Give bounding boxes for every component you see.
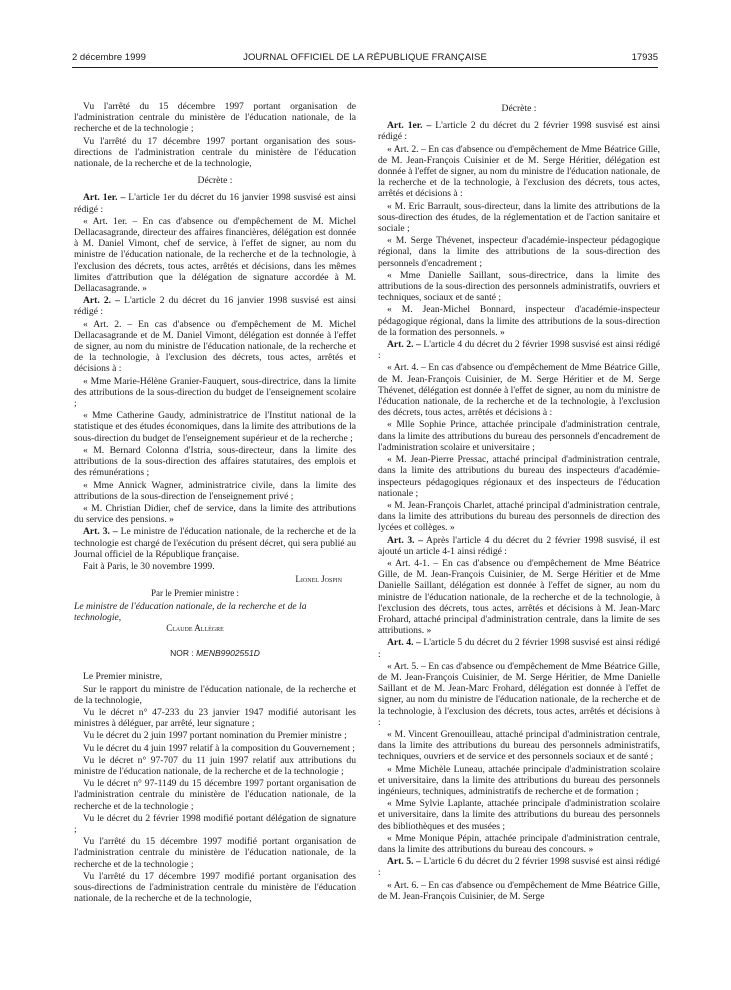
article-text: L'article 4 du décret du 2 février 1998 susvisé est ainsi rédigé : [378, 339, 660, 362]
visa-paragraph: Vu le décret du 4 juin 1997 relatif à la composition du Gouvernement ; [83, 742, 355, 754]
article-label: Art. 1er. – [83, 192, 126, 204]
delegation-item: « Mlle Sophie Prince, attachée principale d'administration centrale, dans la limite des attributions du bureau des personnels d'encadrement de l'administration scolaire et universitaire ; [378, 419, 660, 453]
article-5 [378, 856, 660, 878]
visa-paragraph: Vu le décret n° 97-707 du 11 juin 1997 relatif aux attributions du ministre de l'éducation nationale, de la recherche et de la technologie ; [74, 754, 356, 777]
prime-minister-signature: Lionel Jospin [295, 574, 342, 585]
article-4 [378, 637, 660, 659]
delegation-item: « Mme Marie-Hélène Granier-Fauquert, sous-directrice, dans la limite des attributions de la sous-direction du budget de l'enseignement scolaire ; [74, 375, 356, 410]
decrete-heading: Décrète : [197, 175, 233, 187]
delegation-item: « Mme Michèle Luneau, attachée principale d'administration scolaire et universitaire, dans la limite des attributions du bureau des personnels ingénieurs, techniques, administratifs de recherche et de formation ; [378, 763, 660, 797]
decrete-heading: Décrète : [501, 103, 537, 114]
delegation-item: « Mme Danielle Saillant, sous-directrice, dans la limite des attributions de la sous-direction des personnels administratifs, ouvriers et techniques, sociaux et de santé ; [378, 269, 660, 304]
article-quote: « Art. 4. – En cas d'absence ou d'empêchement de Mme Béatrice Gille, de M. Jean-François Cuisinier, de M. Serge Héritier et de M. Serge Thévenet, délégation est donnée à l'effet de signer, au nom du ministre de l'éducation nationale, de la recherche et de la technologie, à l'exclusion des décrets, tous actes, arrêtés et décisions à : [378, 362, 660, 419]
countersign-intro: Par le Premier ministre : [151, 588, 239, 599]
article-label: Art. 2. – [83, 295, 120, 307]
article-quote: « Art. 1er. – En cas d'absence ou d'empêchement de M. Michel Dellacasagrande, directeur des affaires financières, délégation est donnée à M. Daniel Vimont, chef de service, à l'effet de signer, au nom du ministre de l'éducation nationale, de la recherche et de la technologie, à l'exclusion des décrets, tous actes, arrêtés et décisions, dans les mêmes limites d'attribution que la délégation de signature accordée à M. Dellacasagrande. » [74, 215, 356, 295]
journal-title: JOURNAL OFFICIEL DE LA RÉPUBLIQUE FRANÇAISE [243, 52, 487, 63]
visa-paragraph: Sur le rapport du ministre de l'éducation nationale, de la recherche et de la technologie, [74, 683, 356, 706]
article-label: Art. 3. – [83, 526, 118, 538]
delegation-item: « M. Eric Barrault, sous-directeur, dans la limite des attributions de la sous-direction des études, de la réglementation et de l'action sanitaire et sociale ; [378, 200, 660, 235]
article-quote: « Art. 5. – En cas d'absence ou d'empêchement de Mme Béatrice Gille, de M. Jean-François Cuisinier, de M. Serge Héritier, de Mme Danielle Saillant et de M. Jean-Marc Frohard, délégation est donnée à l'effet de signer, au nom du ministre de l'éducation nationale, de la recherche et de la technologie, à l'exclusion des décrets, tous actes, arrêtés et décisions à : [378, 660, 660, 728]
page-header [72, 52, 658, 66]
article-label: Art. 1er. – [387, 120, 432, 132]
article-3 [74, 526, 356, 560]
nor-code: MENB9902551D [196, 648, 260, 659]
delegation-item: « M. Bernard Colonna d'Istria, sous-directeur, dans la limite des attributions de la sous-direction des affaires statutaires, des emplois et des rémunérations ; [74, 444, 356, 479]
minister-title: Le ministre de l'éducation nationale, de la recherche et de la technologie, [74, 600, 307, 623]
article-label: Art. 5. – [387, 856, 421, 868]
article-quote: « Art. 2. – En cas d'absence ou d'empêchement de Mme Béatrice Gille, de M. Jean-François Cuisinier et de M. Serge Héritier, délégation est donnée à l'effet de signer, au nom du ministre de l'éducation nationale, de la recherche et de la technologie, à l'exclusion des décrets, tous actes, arrêtés et décisions à : [378, 143, 660, 200]
article-1 [378, 120, 660, 142]
article-quote: « Art. 6. – En cas d'absence ou d'empêchement de Mme Béatrice Gille, de M. Jean-François Cuisinier, de M. Serge [378, 879, 660, 902]
article-text: L'article 1er du décret du 16 janvier 1998 susvisé est ainsi rédigé : [74, 192, 356, 215]
visa-paragraph: Vu l'arrêté du 15 décembre 1997 portant organisation de l'administration centrale du ministère de l'éducation nationale, de la recherche et de la technologie ; [74, 101, 356, 135]
article-quote: « Art. 4-1. – En cas d'absence ou d'empêchement de Mme Béatrice Gille, de M. Jean-François Cuisinier, de M. Serge Héritier et de Mme Danielle Saillant, délégation est donnée à l'effet de signer, au nom du ministre de l'éducation nationale, de la recherche et de la technologie, à l'exclusion des décrets, tous actes, arrêtés et décisions à M. Jean-Marc Frohard, attaché principal d'administration centrale, dans la limite de ses attributions. » [378, 557, 660, 637]
visa-paragraph: Vu l'arrêté du 17 décembre 1997 portant organisation des sous-directions de l'administration centrale du ministère de l'éducation nationale, de la recherche et de la technologie, [74, 135, 356, 170]
article-label: Art. 2. – [387, 339, 421, 351]
visa-paragraph: Vu l'arrêté du 15 décembre 1997 modifié portant organisation de l'administration centrale du ministère de l'éducation nationale, de la recherche et de la technologie ; [74, 836, 356, 870]
nor-reference [74, 648, 356, 659]
article-text: L'article 5 du décret du 2 février 1998 susvisé est ainsi rédigé : [378, 637, 660, 660]
decree-intro: Le Premier ministre, [83, 671, 163, 683]
visa-paragraph: Vu le décret n° 97-1149 du 15 décembre 1997 portant organisation de l'administration centrale du ministère de l'éducation nationale, de la recherche et de la technologie ; [74, 778, 356, 812]
delegation-item: « M. Vincent Grenouilleau, attaché principal d'administration centrale, dans la limite des attributions du bureau des personnels administratifs, techniques, ouvriers et de service et des personnels sociaux et de santé ; [378, 728, 660, 763]
header-rule [72, 67, 658, 68]
delegation-item: « M. Jean-Pierre Pressac, attaché principal d'administration centrale, dans la limite des attributions du bureau des inspecteurs d'académie-inspecteurs pédagogiques régionaux et des inspecteurs de l'éducation nationale ; [378, 454, 660, 499]
article-text: L'article 2 du décret du 2 février 1998 susvisé est ainsi rédigé : [378, 120, 660, 143]
page-number: 17935 [631, 52, 658, 63]
article-text: Après l'article 4 du décret du 2 février 1998 susvisé, il est ajouté un article 4-1 ainsi rédigé : [378, 534, 660, 557]
delegation-item: « M. Jean-François Charlet, attaché principal d'administration centrale, dans la limite des attributions du bureau des personnels de direction des lycées et collèges. » [378, 499, 660, 534]
article-label: Art. 3. – [387, 534, 423, 546]
delegation-item: « Mme Sylvie Laplante, attachée principale d'administration scolaire et universitaire, dans la limite des attributions du bureau des personnels des bibliothèques et des musées ; [378, 798, 660, 832]
signing-place-date: Fait à Paris, le 30 novembre 1999. [83, 560, 215, 572]
visa-paragraph: Vu le décret du 2 juin 1997 portant nomination du Premier ministre ; [83, 730, 347, 742]
delegation-item: « M. Serge Thévenet, inspecteur d'académie-inspecteur pédagogique régional, dans la limite des attributions de la sous-direction des personnels d'encadrement ; [378, 235, 660, 269]
delegation-item: « M. Christian Didier, chef de service, dans la limite des attributions du service des pensions. » [74, 502, 356, 526]
article-2 [378, 339, 660, 361]
minister-signature: Claude Allègre [166, 622, 224, 633]
delegation-item: « Mme Monique Pépin, attachée principale d'administration centrale, dans la limite des attributions du bureau des concours. » [378, 832, 660, 855]
visa-paragraph: Vu le décret du 2 février 1998 modifié portant délégation de signature ; [74, 812, 356, 835]
nor-label: NOR : [170, 648, 197, 659]
delegation-item: « Mme Annick Wagner, administratrice civile, dans la limite des attributions de la sous-direction de l'enseignement privé ; [74, 479, 356, 502]
delegation-item: « Mme Catherine Gaudy, administratrice de l'Institut national de la statistique et des études économiques, dans la limite des attributions de la sous-direction du budget de l'enseignement supérieur et de la recherche ; [74, 410, 356, 444]
article-1 [74, 192, 356, 214]
issue-date: 2 décembre 1999 [72, 52, 146, 63]
article-label: Art. 4. – [387, 637, 421, 649]
right-column [378, 101, 660, 903]
article-quote: « Art. 2. – En cas d'absence ou d'empêchement de M. Michel Dellacasagrande et de M. Daniel Vimont, délégation est donnée à l'effet de signer, au nom du ministre de l'éducation nationale, de la recherche et de la technologie, à l'exclusion des décrets, tous actes, arrêtés et décisions à : [74, 318, 356, 375]
visa-paragraph: Vu l'arrêté du 17 décembre 1997 modifié portant organisation des sous-directions de l'administration centrale du ministère de l'éducation nationale, de la recherche et de la technologie, [74, 870, 356, 905]
visa-paragraph: Vu le décret n° 47-233 du 23 janvier 1947 modifié autorisant les ministres à déléguer, par arrêté, leur signature ; [74, 706, 356, 730]
article-text: Le ministre de l'éducation nationale, de la recherche et de la technologie est chargé de l'exécution du présent décret, qui sera publié au Journal officiel de la République française. [74, 526, 356, 560]
left-column [74, 101, 356, 905]
article-2 [74, 295, 356, 317]
article-3 [378, 535, 660, 557]
delegation-item: « M. Jean-Michel Bonnard, inspecteur d'académie-inspecteur pédagogique régional, dans la limite des attributions de la sous-direction de la formation des personnels. » [378, 304, 660, 338]
article-text: L'article 2 du décret du 16 janvier 1998 susvisé est ainsi rédigé : [74, 295, 356, 318]
article-text: L'article 6 du décret du 2 février 1998 susvisé est ainsi rédigé : [378, 856, 660, 879]
